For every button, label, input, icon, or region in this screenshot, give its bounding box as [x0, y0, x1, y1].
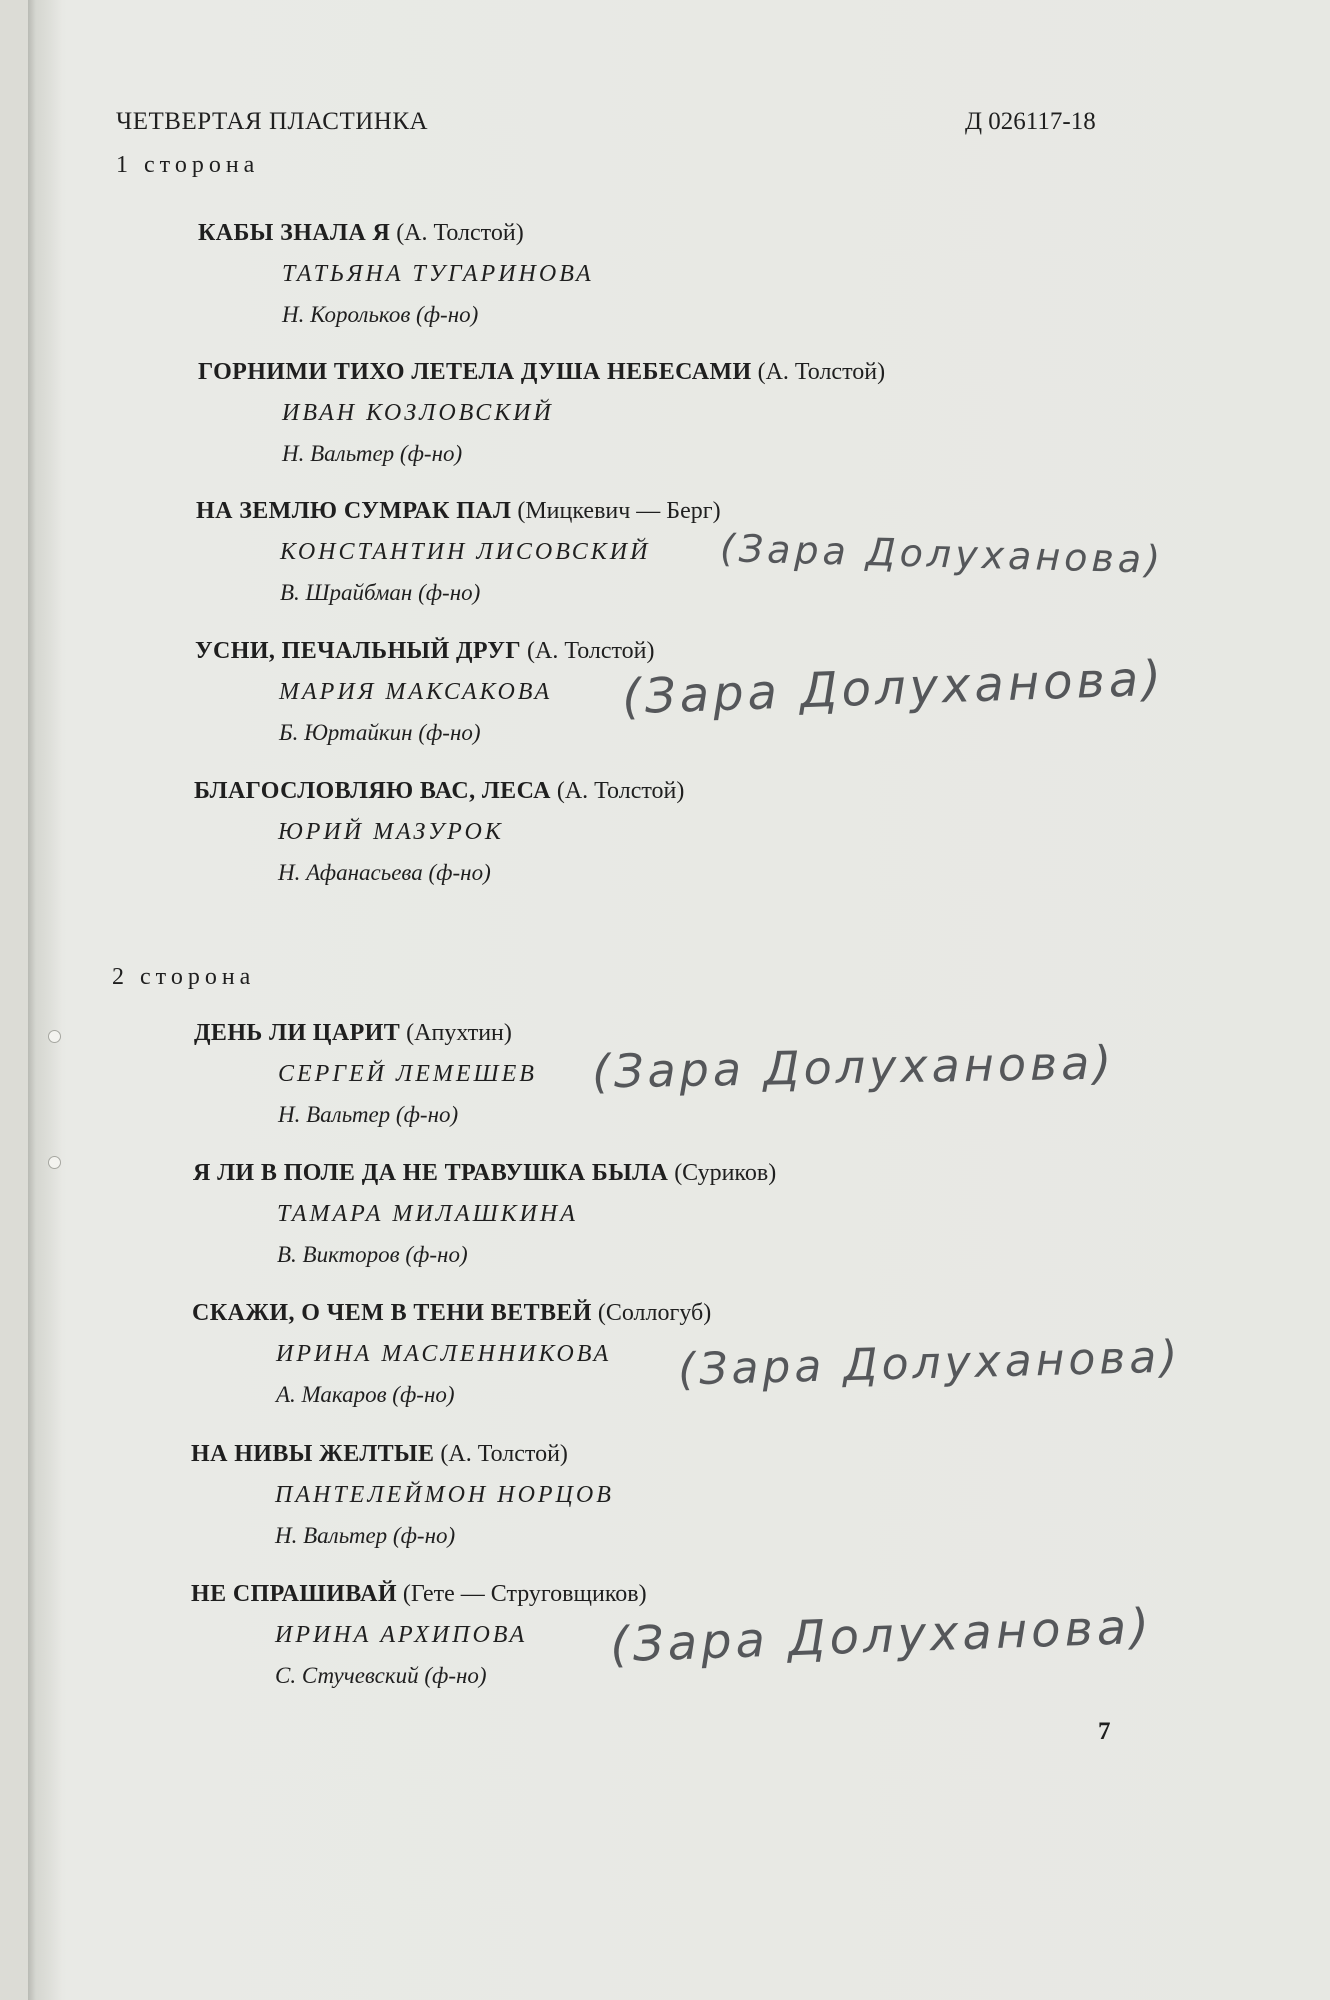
- song-title: БЛАГОСЛОВЛЯЮ ВАС, ЛЕСА: [194, 778, 551, 804]
- pianist: В. Шрайбман (ф-но): [280, 580, 481, 605]
- track-entry: [198, 359, 885, 467]
- lyricist: (Гете — Струговщиков): [402, 1581, 647, 1607]
- lyricist: (Суриков): [674, 1160, 777, 1186]
- lyricist: (А. Толстой): [556, 778, 685, 804]
- binding-stitch: [48, 1156, 61, 1169]
- song-title: НА НИВЫ ЖЕЛТЫЕ: [191, 1441, 435, 1467]
- song-title: НА ЗЕМЛЮ СУМРАК ПАЛ: [196, 498, 512, 524]
- pianist: В. Викторов (ф-но): [277, 1242, 468, 1267]
- track-entry: [191, 1441, 614, 1549]
- singer: ТАТЬЯНА ТУГАРИНОВА: [282, 261, 594, 287]
- lyricist: (Мицкевич — Берг): [517, 498, 721, 524]
- handwritten-note: (Зара Долуханова): [591, 1035, 1116, 1099]
- side-1-heading: 1 сторона: [116, 152, 260, 178]
- song-title: ГОРНИМИ ТИХО ЛЕТЕЛА ДУША НЕБЕСАМИ: [198, 359, 752, 385]
- side-2-heading: 2 сторона: [112, 964, 256, 990]
- track-entry: [196, 498, 721, 606]
- pianist: Н. Корольков (ф-но): [282, 302, 479, 327]
- pianist: Н. Вальтер (ф-но): [278, 1102, 459, 1127]
- song-title: СКАЖИ, О ЧЕМ В ТЕНИ ВЕТВЕЙ: [192, 1300, 592, 1326]
- song-title: УСНИ, ПЕЧАЛЬНЫЙ ДРУГ: [195, 638, 522, 664]
- pianist: С. Стучевский (ф-но): [275, 1663, 487, 1688]
- pianist: Н. Вальтер (ф-но): [275, 1523, 456, 1548]
- lyricist: (Апухтин): [406, 1020, 512, 1046]
- handwritten-note: (Зара Долуханова): [621, 650, 1166, 726]
- singer: ИРИНА МАСЛЕННИКОВА: [276, 1341, 612, 1367]
- singer: ЮРИЙ МАЗУРОК: [278, 819, 504, 845]
- lyricist: (А. Толстой): [757, 359, 886, 385]
- lyricist: (Соллогуб): [597, 1300, 712, 1326]
- singer: ТАМАРА МИЛАШКИНА: [277, 1201, 578, 1227]
- track-entry: [198, 220, 594, 328]
- pianist: А. Макаров (ф-но): [276, 1382, 455, 1407]
- catalog-number: Д 026117-18: [965, 108, 1096, 135]
- handwritten-note: (Зара Долуханова): [609, 1598, 1154, 1674]
- track-entry: [194, 1020, 537, 1128]
- song-title: Я ЛИ В ПОЛЕ ДА НЕ ТРАВУШКА БЫЛА: [193, 1160, 669, 1186]
- singer: ИВАН КОЗЛОВСКИЙ: [282, 400, 554, 426]
- track-entry: [194, 778, 684, 886]
- handwritten-note: (Зара Долуханова): [677, 1331, 1183, 1396]
- page-binding: [28, 0, 62, 2000]
- singer: МАРИЯ МАКСАКОВА: [279, 679, 553, 705]
- pianist: Н. Афанасьева (ф-но): [278, 860, 491, 885]
- song-title: НЕ СПРАШИВАЙ: [191, 1581, 397, 1607]
- song-title: КАБЫ ЗНАЛА Я: [198, 220, 391, 246]
- track-entry: [191, 1581, 647, 1689]
- track-entry: [193, 1160, 776, 1268]
- track-entry: [195, 638, 655, 746]
- page-number: 7: [1098, 1718, 1111, 1745]
- record-title: ЧЕТВЕРТАЯ ПЛАСТИНКА: [116, 108, 429, 135]
- pianist: Н. Вальтер (ф-но): [282, 441, 463, 466]
- handwritten-note: (Зара Долуханова): [719, 526, 1165, 582]
- lyricist: (А. Толстой): [396, 220, 524, 246]
- lyricist: (А. Толстой): [527, 638, 655, 664]
- singer: ПАНТЕЛЕЙМОН НОРЦОВ: [275, 1482, 614, 1508]
- lyricist: (А. Толстой): [440, 1441, 568, 1467]
- song-title: ДЕНЬ ЛИ ЦАРИТ: [194, 1020, 401, 1046]
- track-entry: [192, 1300, 711, 1408]
- singer: СЕРГЕЙ ЛЕМЕШЕВ: [278, 1061, 537, 1087]
- binding-stitch: [48, 1030, 61, 1043]
- singer: ИРИНА АРХИПОВА: [275, 1622, 528, 1648]
- singer: КОНСТАНТИН ЛИСОВСКИЙ: [280, 539, 651, 565]
- pianist: Б. Юртайкин (ф-но): [279, 720, 481, 745]
